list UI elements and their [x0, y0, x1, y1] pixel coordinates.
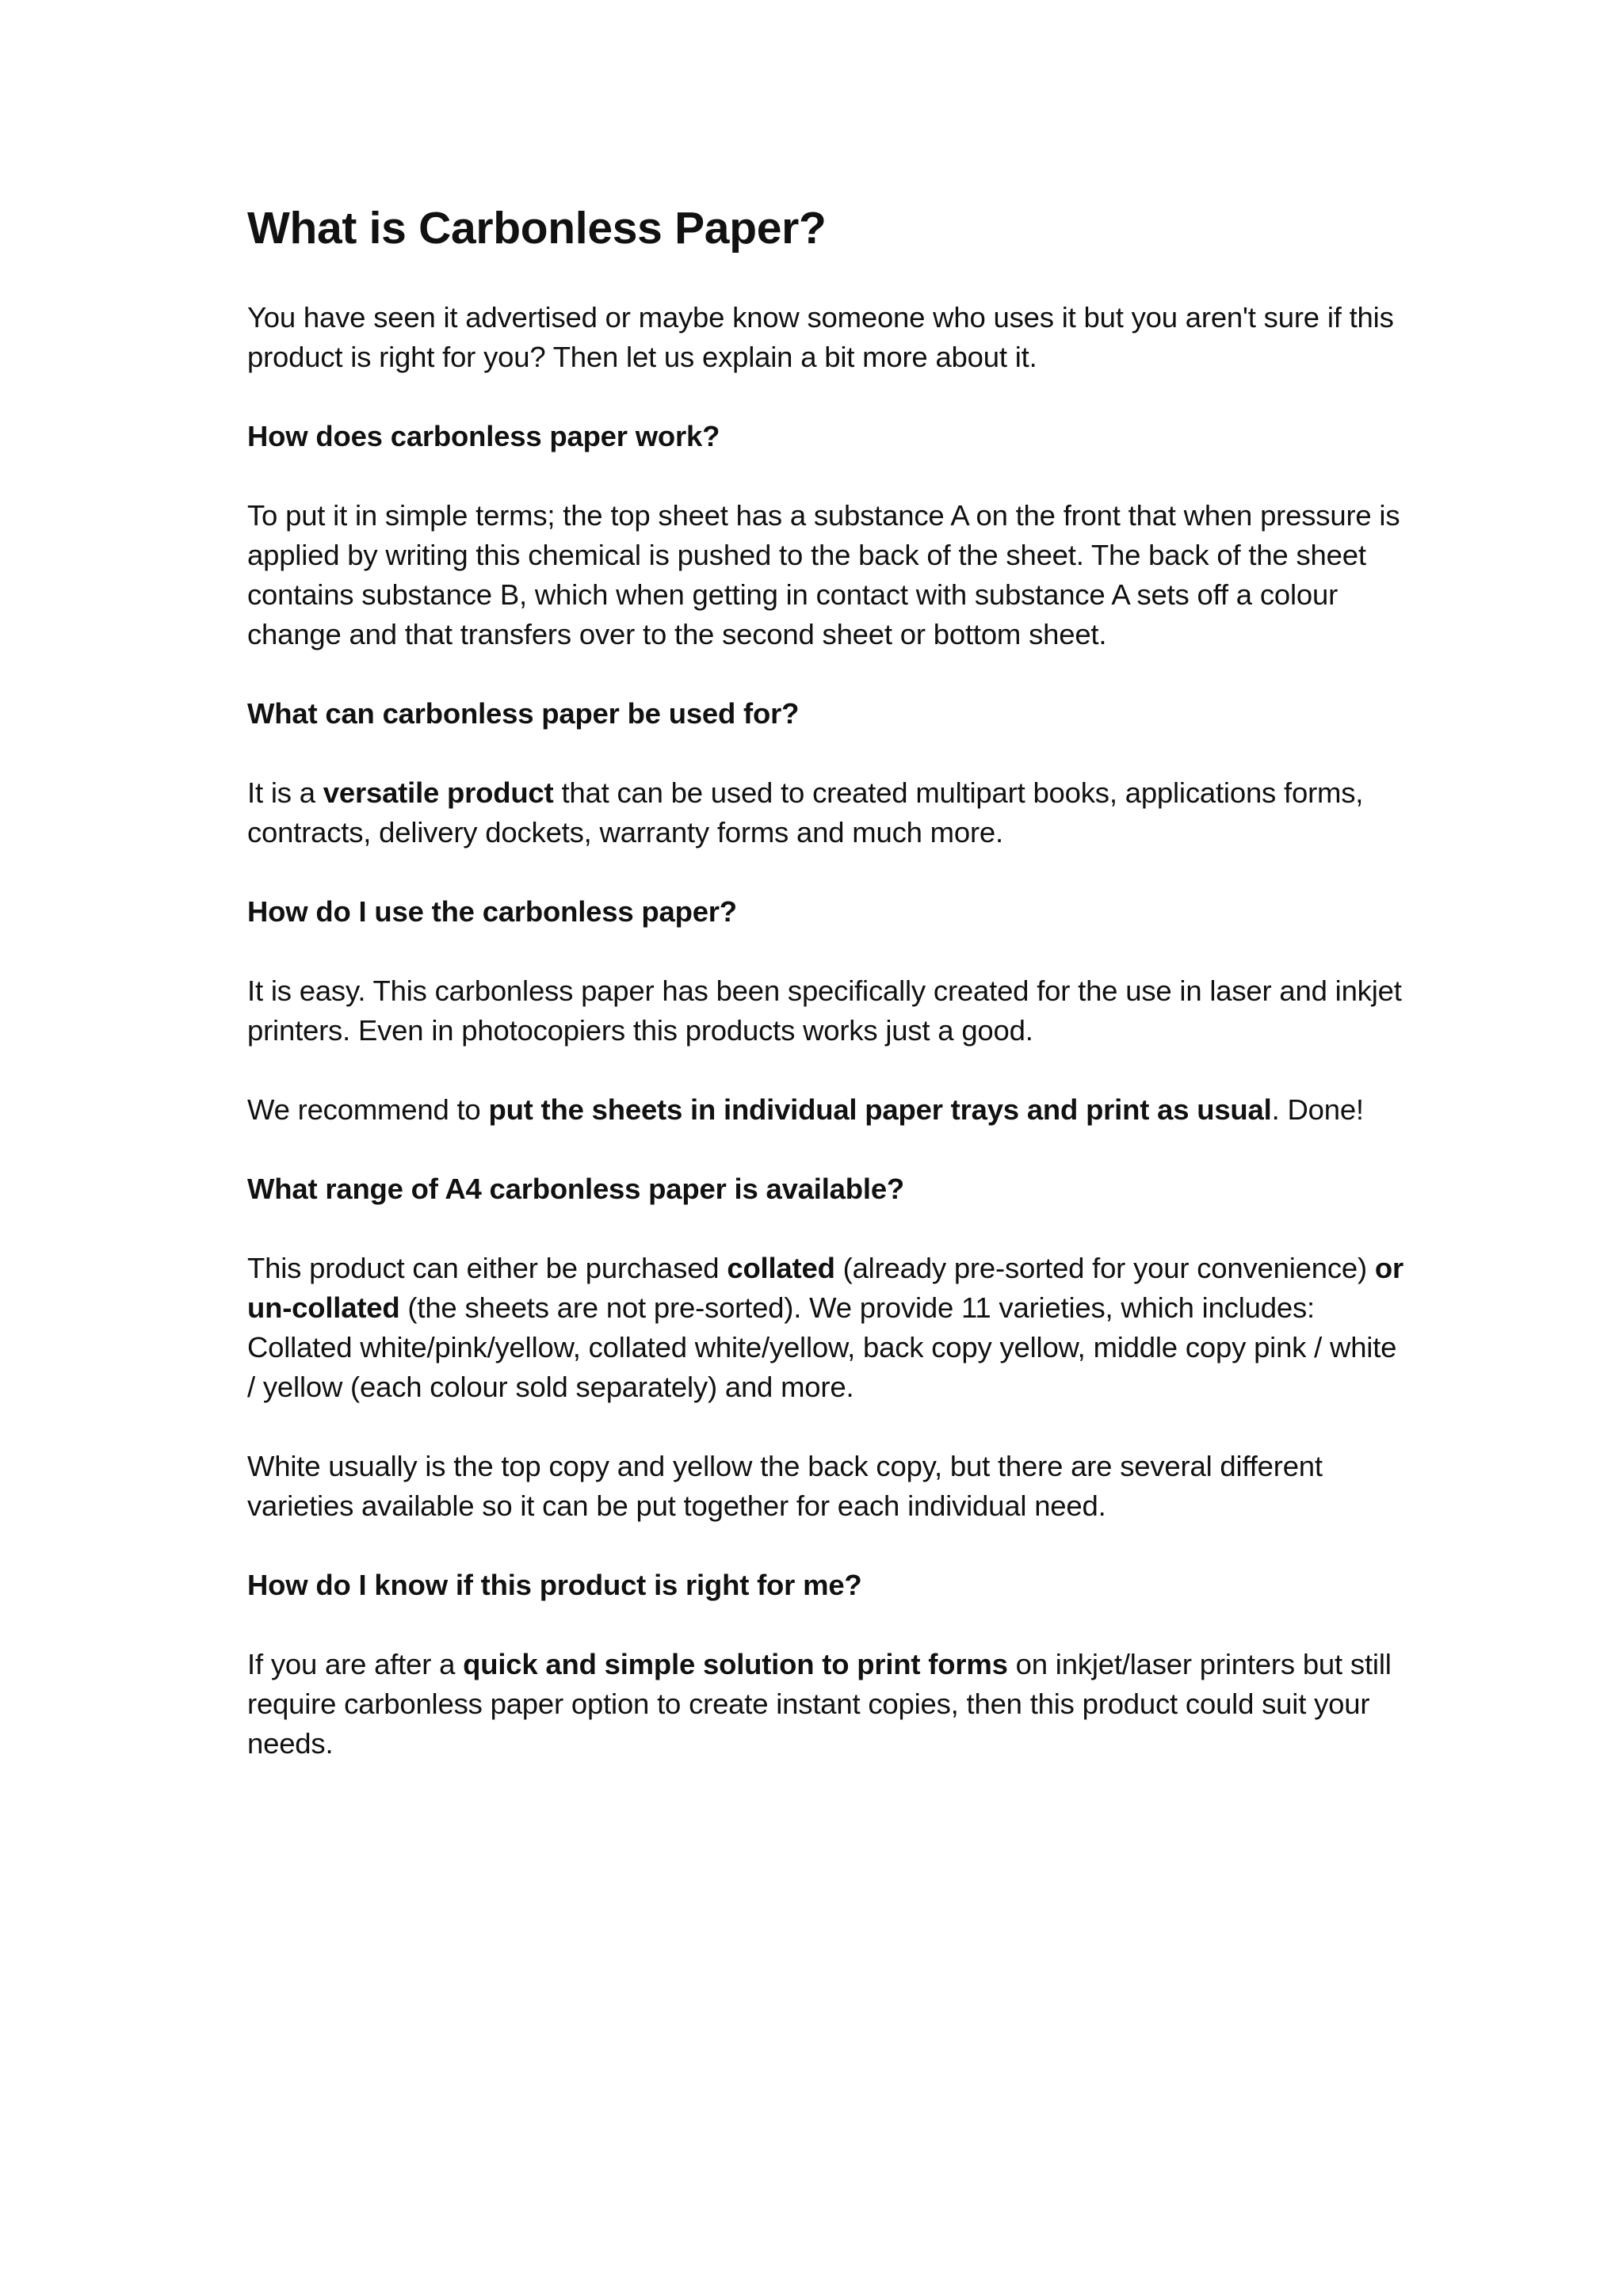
answer-right-for-me-bold: quick and simple solution to print forms [463, 1648, 1008, 1680]
answer-how-to-use: It is easy. This carbonless paper has been specifically created for the use in laser and inkjet printers. Even in photocopiers this products works just a good. [247, 974, 1402, 1047]
answer-right-for-me-text-end: on inkjet/laser printers but still require carbonless paper option to create instant copies, then this product could suit your needs. [247, 1648, 1392, 1760]
page-title: What is Carbonless Paper? [247, 203, 827, 254]
answer-uses-text: It is a [247, 776, 323, 809]
answer-uses [247, 773, 1404, 852]
answer-recommendation-text-end: . Done! [1271, 1093, 1364, 1126]
answer-range-text-end: (the sheets are not pre-sorted). We provide 11 varieties, which includes: Collated white/pink/yellow, collated white/yellow, back copy yellow, middle copy pink / white / yellow (each colour sold separately) and more. [247, 1291, 1397, 1403]
answer-uses-text-end: that can be used to created multipart books, applications forms, contracts, delivery dockets, warranty forms and much more. [247, 776, 1364, 849]
answer-uses-bold: versatile product [323, 776, 554, 809]
answer-recommendation-bold: put the sheets in individual paper trays and print as usual [488, 1093, 1272, 1126]
answer-range-copies: White usually is the top copy and yellow the back copy, but there are several different varieties available so it can be put together for each individual need. [247, 1450, 1323, 1522]
question-how-it-works: How does carbonless paper work? [247, 420, 720, 452]
question-range: What range of A4 carbonless paper is available? [247, 1173, 905, 1205]
answer-range-bold-uncollated: or un-collated [247, 1252, 1403, 1324]
answer-recommendation [247, 1090, 1404, 1130]
question-right-for-me: How do I know if this product is right for me? [247, 1569, 862, 1601]
answer-right-for-me-text: If you are after a [247, 1648, 464, 1680]
answer-right-for-me [247, 1645, 1404, 1764]
question-how-to-use: How do I use the carbonless paper? [247, 895, 737, 928]
answer-recommendation-text: We recommend to [247, 1093, 489, 1126]
answer-range [247, 1249, 1404, 1407]
document-page [247, 196, 1404, 1764]
answer-range-bold-collated: collated [727, 1252, 835, 1284]
answer-range-text: This product can either be purchased [247, 1252, 727, 1284]
question-uses: What can carbonless paper be used for? [247, 697, 800, 730]
intro-paragraph: You have seen it advertised or maybe know someone who uses it but you aren't sure if this product is right for you? Then let us explain a bit more about it. [247, 301, 1394, 373]
answer-range-text-mid: (already pre-sorted for your convenience) [834, 1252, 1375, 1284]
answer-how-it-works: To put it in simple terms; the top sheet has a substance A on the front that when pressure is applied by writing this chemical is pushed to the back of the sheet. The back of the sheet contains substance B, which when getting in contact with substance A sets off a colour change and that transfers over to the second sheet or bottom sheet. [247, 499, 1400, 650]
